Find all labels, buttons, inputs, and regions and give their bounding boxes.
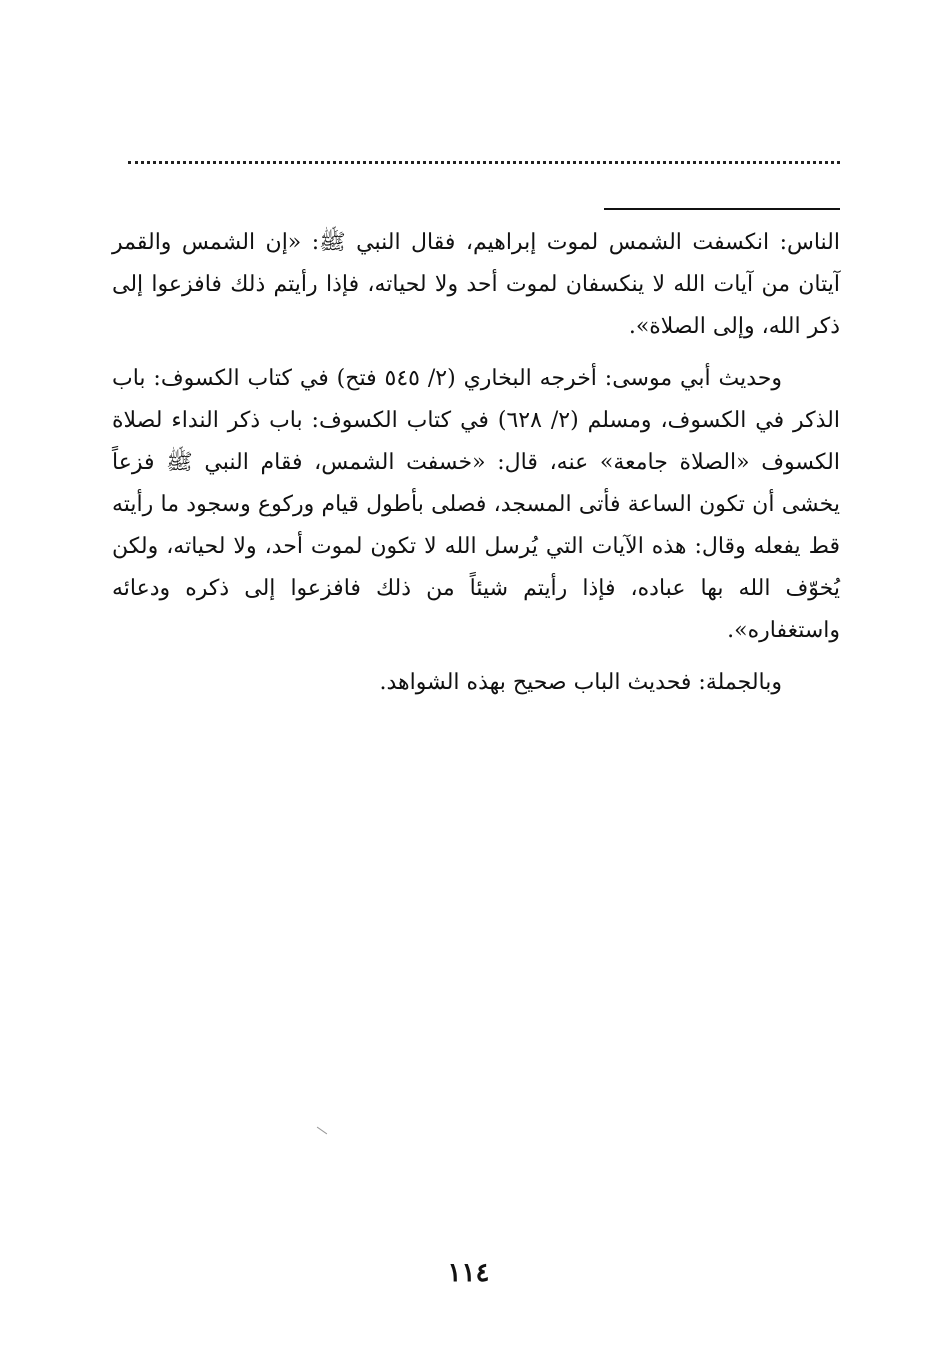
dotted-separator: [128, 161, 840, 164]
paragraph-continuation: الناس: انكسفت الشمس لموت إبراهيم، فقال النبي ﷺ: «إن الشمس والقمر آيتان من آيات الله لا ينكسفان لموت أحد ولا لحياته، فإذا رأيتم ذلك فافزعوا إلى ذكر الله، وإلى الصلاة».: [112, 230, 840, 339]
footnote-rule: [604, 208, 840, 210]
page-number: ١١٤: [447, 1258, 490, 1288]
paragraph-conclusion: وبالجملة: فحديث الباب صحيح بهذه الشواهد.: [379, 670, 782, 695]
paragraph-abu-musa-hadith: وحديث أبي موسى: أخرجه البخاري (٢/ ٥٤٥ فتح) في كتاب الكسوف: باب الذكر في الكسوف، ومسلم (٢/ ٦٢٨) في كتاب الكسوف: باب ذكر النداء لصلاة الكسوف «الصلاة جامعة» عنه، قال: «خسفت الشمس، فقام النبي ﷺ فزعاً يخشى أن تكون الساعة فأتى المسجد، فصلى بأطول قيام وركوع وسجود ما رأيته قط يفعله وقال: هذه الآيات التي يُرسل الله لا تكون لموت أحد، ولا لحياته، ولكن يُخوّف الله بها عباده، فإذا رأيتم شيئاً من ذلك فافزعوا إلى ذكره ودعائه واستغفاره».: [112, 366, 840, 643]
footnote-text: [112, 222, 840, 714]
scan-mark: [317, 1127, 327, 1135]
